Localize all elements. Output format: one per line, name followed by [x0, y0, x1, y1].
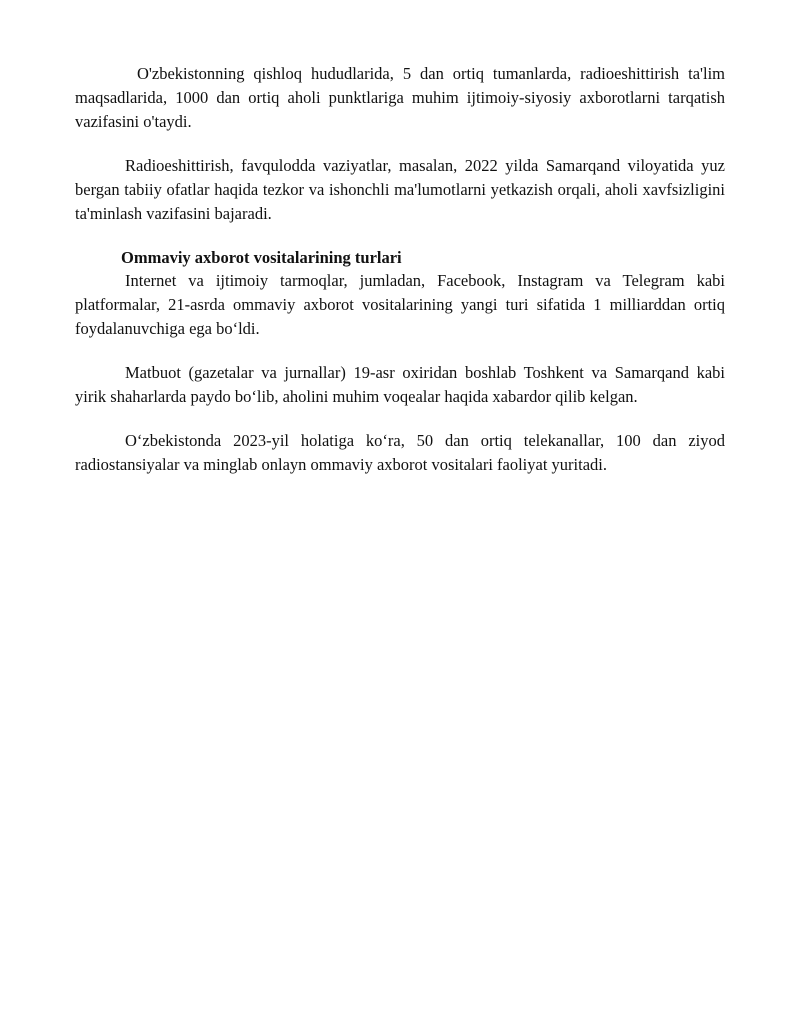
- paragraph-media-statistics: O‘zbekistonda 2023-yil holatiga ko‘ra, 50 dan ortiq telekanallar, 100 dan ziyod radiostansiyalar va minglab onlayn ommaviy axborot vositalari faoliyat yuritadi.: [75, 431, 725, 474]
- paragraph-rural-radio: O'zbekistonning qishloq hududlarida, 5 dan ortiq tumanlarda, radioeshittirish ta'lim maqsadlarida, 1000 dan ortiq aholi punktlariga muhim ijtimoiy-siyosiy axborotlarni tarqatish vazifasini o'taydi.: [75, 64, 725, 131]
- paragraph-press-media: Matbuot (gazetalar va jurnallar) 19-asr oxiridan boshlab Toshkent va Samarqand kabi yirik shaharlarda paydo bo‘lib, aholini muhim voqealar haqida xabardor qilib kelgan.: [75, 363, 725, 406]
- document-body: [75, 62, 725, 497]
- paragraph-internet-media: Internet va ijtimoiy tarmoqlar, jumladan, Facebook, Instagram va Telegram kabi platformalar, 21-asrda ommaviy axborot vositalarining yangi turi sifatida 1 milliarddan ortiq foydalanuvchiga ega bo‘ldi.: [75, 271, 725, 338]
- paragraph-emergency-radio: Radioeshittirish, favqulodda vaziyatlar, masalan, 2022 yilda Samarqand viloyatida yuz bergan tabiiy ofatlar haqida tezkor va ishonchli ma'lumotlarni yetkazish orqali, aholi xavfsizligini ta'minlash vazifasini bajaradi.: [75, 156, 725, 223]
- section-heading: Ommaviy axborot vositalarining turlari: [121, 248, 402, 267]
